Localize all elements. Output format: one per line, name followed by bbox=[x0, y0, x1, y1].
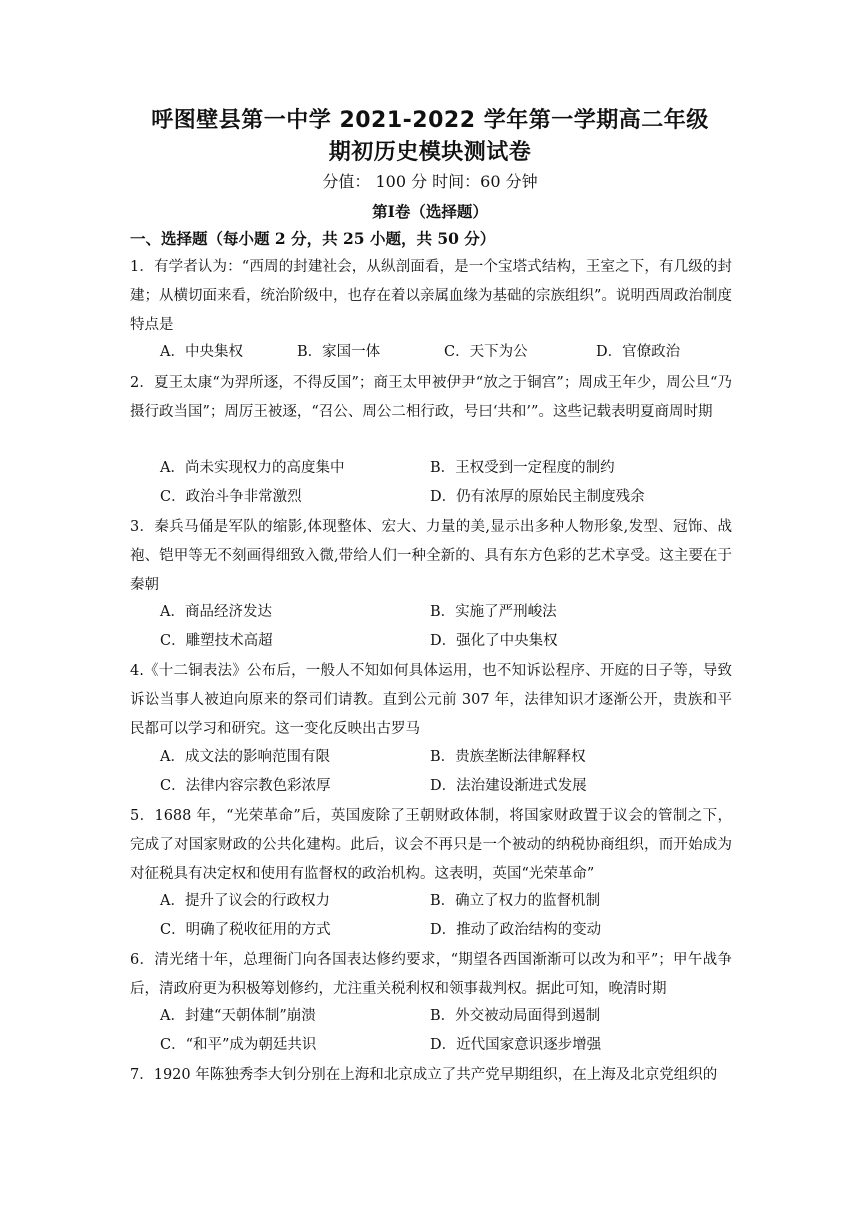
question-6-stem: 6．清光绪十年，总理衙门向各国表达修约要求，“期望各西国渐渐可以改为和平”；甲午战争后，清政府更为积极筹划修约，尤注重关税利权和领事裁判权。据此可知，晚清时期 bbox=[130, 952, 732, 997]
question-2-option-d: D．仍有浓厚的原始民主制度残余 bbox=[430, 489, 645, 505]
question-1-option-c: C．天下为公 bbox=[444, 344, 528, 360]
question-6-option-d: D．近代国家意识逐步增强 bbox=[430, 1037, 602, 1053]
question-2-option-b: B．王权受到一定程度的制约 bbox=[430, 460, 615, 476]
question-4-option-c: C．法律内容宗教色彩浓厚 bbox=[160, 778, 331, 794]
exam-title-line1: 呼图壁县第一中学 2021-2022 学年第一学期高二年级 bbox=[151, 108, 709, 133]
question-5-option-a: A．提升了议会的行政权力 bbox=[160, 893, 330, 909]
question-5-option-b: B．确立了权力的监督机制 bbox=[430, 893, 601, 909]
exam-title-line2: 期初历史模块测试卷 bbox=[328, 140, 532, 165]
question-2-option-a: A．尚未实现权力的高度集中 bbox=[160, 460, 345, 476]
question-2-stem: 2．夏王太康“为羿所逐，不得反国”；商王太甲被伊尹“放之于铜宫”；周成王年少，周公旦“乃摄行政当国”；周厉王被逐，“召公、周公二相行政，号曰‘共和’”。这些记载表明夏商周时期 bbox=[130, 375, 732, 420]
score-time-info: 分值： 100 分 时间：60 分钟 bbox=[322, 172, 538, 191]
question-3-option-b: B．实施了严刑峻法 bbox=[430, 604, 557, 620]
question-3-option-a: A．商品经济发达 bbox=[160, 604, 272, 620]
question-6-option-a: A．封建“天朝体制”崩溃 bbox=[160, 1008, 316, 1024]
question-3-stem: 3．秦兵马俑是军队的缩影,体现整体、宏大、力量的美,显示出多种人物形象,发型、冠饰、战袍、铠甲等无不刻画得细致入微,带给人们一种全新的、具有东方色彩的艺术享受。这主要在于秦朝 bbox=[130, 519, 732, 593]
question-1-stem: 1．有学者认为：“西周的封建社会，从纵剖面看，是一个宝塔式结构，王室之下，有几级的封建；从横切面来看，统治阶级中，也存在着以亲属血缘为基础的宗族组织”。说明西周政治制度特点是 bbox=[130, 259, 732, 333]
question-6-option-c: C．“和平”成为朝廷共识 bbox=[160, 1037, 317, 1053]
question-5-option-d: D．推动了政治结构的变动 bbox=[430, 922, 602, 938]
part-title: 第Ⅰ卷（选择题） bbox=[372, 202, 488, 221]
question-1-option-a: A．中央集权 bbox=[160, 344, 243, 360]
question-2-option-c: C．政治斗争非常激烈 bbox=[160, 489, 302, 505]
question-1-option-b: B．家国一体 bbox=[297, 344, 381, 360]
question-4-option-d: D．法治建设渐进式发展 bbox=[430, 778, 587, 794]
question-4-option-b: B．贵族垄断法律解释权 bbox=[430, 749, 586, 765]
question-3-option-d: D．强化了中央集权 bbox=[430, 633, 558, 649]
question-4-stem: 4.《十二铜表法》公布后，一般人不知如何具体运用，也不知诉讼程序、开庭的日子等，导致诉讼当事人被迫向原来的祭司们请教。直到公元前 307 年，法律知识才逐渐公开，贵族和平民都可以学习和研究。这一变化反映出古罗马 bbox=[130, 663, 732, 737]
question-7-stem: 7．1920 年陈独秀李大钊分别在上海和北京成立了共产党早期组织，在上海及北京党组织的 bbox=[130, 1067, 718, 1083]
question-3-option-c: C．雕塑技术高超 bbox=[160, 633, 273, 649]
question-5-option-c: C．明确了税收征用的方式 bbox=[160, 922, 331, 938]
section-title: 一、选择题（每小题 2 分，共 25 小题，共 50 分） bbox=[130, 229, 496, 248]
question-5-stem: 5．1688 年，“光荣革命”后，英国废除了王朝财政体制，将国家财政置于议会的管制之下，完成了对国家财政的公共化建构。此后，议会不再只是一个被动的纳税协商组织，而开始成为对征税具有决定权和使用有监督权的政治机构。这表明，英国“光荣革命” bbox=[130, 808, 732, 882]
question-1-option-d: D．官僚政治 bbox=[596, 344, 681, 360]
question-4-option-a: A．成文法的影响范围有限 bbox=[160, 749, 330, 765]
question-6-option-b: B．外交被动局面得到遏制 bbox=[430, 1008, 601, 1024]
